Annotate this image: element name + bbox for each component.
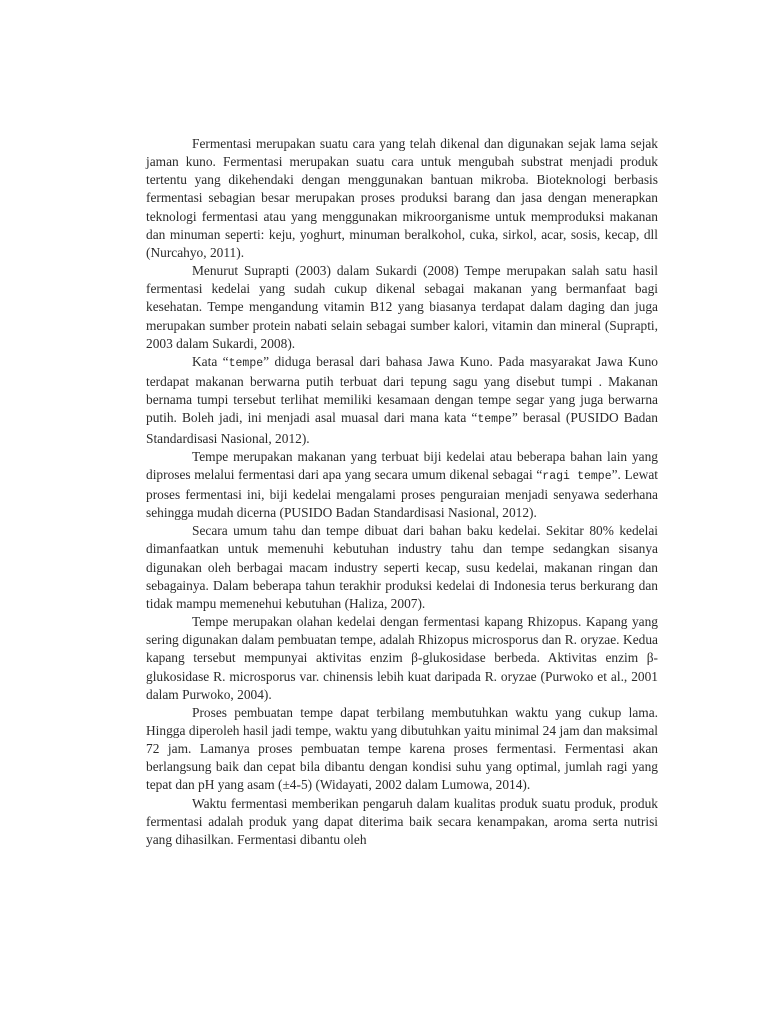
paragraph xyxy=(146,135,658,262)
paragraph xyxy=(146,704,658,795)
paragraph-text: ” berasal (PUSIDO Badan Standardisasi Nasional, 2012). xyxy=(146,410,659,446)
paragraph-text: Tempe merupakan olahan kedelai dengan fermentasi kapang Rhizopus. Kapang yang sering digunakan dalam pembuatan tempe, adalah Rhizopus microsporus dan R. oryzae. Kedua kapang tersebut mempunyai aktivitas enzim β-glukosidase berbeda. Aktivitas enzim β-glukosidase R. microsporus var. chinensis lebih kuat daripada R. oryzae (Purwoko et al., 2001 dalam Purwoko, 2004). xyxy=(146,614,658,702)
term-text: tempe xyxy=(477,413,512,427)
paragraph xyxy=(146,795,658,849)
body-text xyxy=(146,135,658,849)
paragraph xyxy=(146,353,658,448)
paragraph-text: Proses pembuatan tempe dapat terbilang membutuhkan waktu yang cukup lama. Hingga diperoleh hasil jadi tempe, waktu yang dibutuhkan yaitu minimal 24 jam dan maksimal 72 jam. Lamanya proses pembuatan tempe karena proses fermentasi. Fermentasi akan berlangsung baik dan cepat bila dibantu dengan kondisi suhu yang optimal, jumlah ragi yang tepat dan pH yang asam (±4-5) (Widayati, 2002 dalam Lumowa, 2014). xyxy=(146,704,658,793)
paragraph xyxy=(146,522,658,613)
paragraph-text: Secara umum tahu dan tempe dibuat dari bahan baku kedelai. Sekitar 80% kedelai dimanfaatkan untuk memenuhi kebutuhan industry tahu dan tempe sedangkan sisanya digunakan oleh berbagai macam industry seperti kecap, susu kedelai, makanan ringan dan sebagainya. Dalam beberapa tahun terakhir produksi kedelai di Indonesia terus berkurang dan tidak mampu memenehui kebutuhan (Haliza, 2007). xyxy=(146,523,658,611)
term-text: tempe xyxy=(228,356,264,370)
paragraph xyxy=(146,613,658,704)
paragraph-text: Tempe merupakan makanan yang terbuat biji kedelai atau beberapa bahan lain yang diproses melalui fermentasi dari apa yang secara umum dikenal sebagai “ xyxy=(146,448,658,482)
paragraph-text: Kata “ xyxy=(192,353,229,369)
paragraph-text: Waktu fermentasi memberikan pengaruh dalam kualitas produk suatu produk, produk fermentasi adalah produk yang dapat diterima baik secara kenampakan, aroma serta nutrisi yang dihasilkan. Fermentasi dibantu oleh xyxy=(146,795,658,847)
paragraph-text: Fermentasi merupakan suatu cara yang telah dikenal dan digunakan sejak lama sejak jaman kuno. Fermentasi merupakan suatu cara untuk mengubah substrat menjadi produk tertentu yang dikehendaki dengan menggunakan bantuan mikroba. Bioteknologi berbasis fermentasi sebagian besar merupakan proses produksi barang dan jasa dengan menerapkan teknologi fermentasi atau yang menggunakan mikroorganisme untuk memproduksi makanan dan minuman seperti: keju, yoghurt, minuman beralkohol, cuka, sirkol, acar, sosis, kecap, dll (Nurcahyo, 2011). xyxy=(146,136,658,260)
paragraph-text: Menurut Suprapti (2003) dalam Sukardi (2008) Tempe merupakan salah satu hasil fermentasi kedelai yang sudah cukup dikenal sebagai makanan yang bermanfaat bagi kesehatan. Tempe mengandung vitamin B12 yang biasanya terdapat dalam daging dan juga merupakan sumber protein nabati selain sebagai sumber kalori, vitamin dan mineral (Suprapti, 2003 dalam Sukardi, 2008). xyxy=(146,263,658,351)
paragraph xyxy=(146,448,658,523)
paragraph xyxy=(146,262,658,353)
paragraph-text: ”. Lewat proses fermentasi ini, biji kedelai mengalami proses penguraian menjadi senyawa sederhana sehingga mudah dicerna (PUSIDO Badan Standardisasi Nasional, 2012). xyxy=(146,466,658,521)
term-text: ragi tempe xyxy=(542,469,612,483)
paragraph-text: ” diduga berasal dari bahasa Jawa Kuno. Pada masyarakat Jawa Kuno terdapat makanan berwarna putih terbuat dari tepung sagu yang disebut tumpi . Makanan bernama tumpi tersebut terlihat memiliki kesamaan dengan tempe segar yang juga berwarna putih. Boleh jadi, ini menjadi asal muasal dari mana kata “ xyxy=(146,353,658,426)
